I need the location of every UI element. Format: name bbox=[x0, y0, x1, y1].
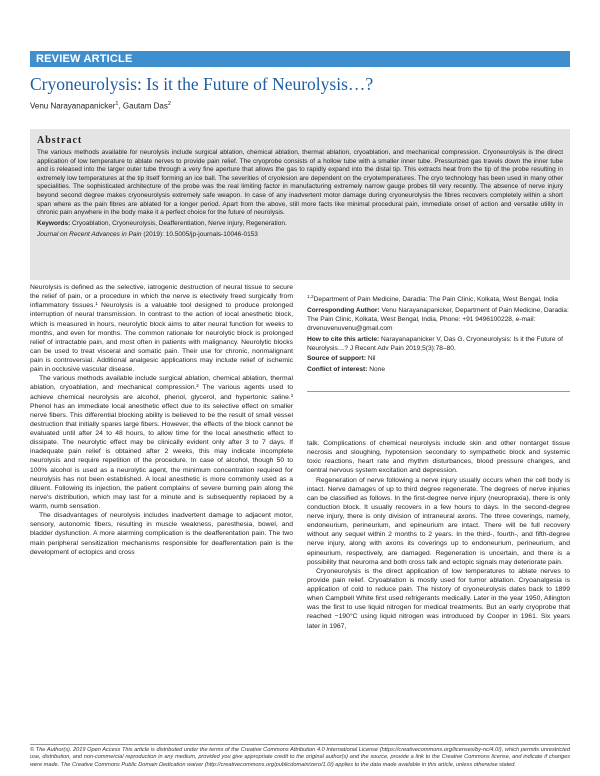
body-paragraph: The various methods available include surgical ablation, chemical ablation, thermal ablation, cryoablation, and mechanical compression.² The various agents used to achieve chemical neurolysis are alcohol, phenol, glycerol, and hypertonic saline.³ Phenol has an immediate local anesthetic effect due to its selective effect on smaller nerve fibers. This differential blocking ability is believed to be the result of small vessel destruction that initially spares large fibers. However, the effects of the block cannot be evaluated until after 24 to 48 hours, to allow time for the local anesthetic effect to dissipate. The neurolytic effect may be clinically evident only after 3 to 7 days. If inadequate pain relief is obtained after 2 weeks, this may indicate incomplete neurolysis and require repetition of the procedure. In case of alcohol, though 50 to 100% alcohol is used as a neurolytic agent, the minimum concentration required for neurolysis has not been established. A local anesthetic is more commonly used as a diluent. Following its injection, the patient complains of severe burning pain along the nerve's distribution, which may last for a minute and is subsequently replaced by a warm, numb sensation. bbox=[30, 375, 293, 510]
abstract-heading: Abstract bbox=[37, 135, 83, 146]
author-separator: , bbox=[118, 101, 123, 111]
abstract-keywords bbox=[37, 220, 563, 229]
corresponding-text: Venu Narayanapanicker, Department of Pain Medicine, Daradia: The Pain Clinic, Kolkata, West Bengal, India, Phone: +91 9496100228, e-mail: drvenuvenuvenu@gmail.com bbox=[307, 306, 569, 332]
citation-doi: (2019): 10.5005/jp-journals-10046-0153 bbox=[143, 231, 258, 239]
citation-journal: Journal on Recent Advances in Pain bbox=[37, 231, 142, 239]
article-type-banner: REVIEW ARTICLE bbox=[30, 51, 570, 67]
affiliation-sup: 1,2 bbox=[307, 295, 314, 300]
body-paragraph: Neurolysis is defined as the selective, iatrogenic destruction of neural tissue to secure the relief of pain, or a procedure in which the nerve is electively freed surgically from inflammatory tissues.¹ Neurolysis is a valuable tool designed to produce prolonged interruption of neural transmission. In contrast to the action of local anesthetic block, which is measured in hours, neurolytic block aims to alter neural function for weeks to months, and even for months. The common rationale for neurolytic block is prolonged relief of intractable pain, and most often in patients with malignancy. Neurolytic blocks can be used to treat visceral and somatic pain. Their use for chronic, nonmalignant pain is controversial. Additional analgesic applications may include relief of ischemic pain in occlusive vascular disease. bbox=[30, 284, 293, 374]
conflict-text: None bbox=[369, 365, 386, 373]
license-footer: © The Author(s). 2019 Open Access This article is distributed under the terms of the Creative Commons Attribution 4.0 International License (https://creativecommons.org/licenses/by-nc/4.0/), which permits unrestricted use, distribution, and non-commercial reproduction in any medium, provided you give appropriate credit to the original author(s) and the source, provide a link to the Creative Commons license, and indicate if changes were made. The Creative Commons Public Domain Dedication waiver (http://creativecommons.org/publicdomain/zero/1.0/) applies to the data made available in this article, unless otherwise stated. bbox=[30, 747, 570, 768]
keywords-list: Cryoablation, Cryoneurolysis, Deafferentiation, Nerve injury, Regeneration. bbox=[72, 219, 287, 227]
body-column-right bbox=[307, 439, 570, 738]
body-paragraph: Regeneration of nerve following a nerve injury usually occurs when the cell body is intact. Nerve damages of up to third degree regenerate. The degrees of nerve injuries can be classified as follows. In the first-degree nerve injury (neuropraxia), there is only conduction block. It usually recovers in a few hours to days. In the second-degree nerve injury, there is only division of intraneural axons. The three coverings, namely, endoneurium, perineurium, and epineurium are intact. There will be full recovery without any sequel within 2 months to 2 years. In the third-, fourth-, and fifth-degree nerve injury, along with axons its coverings up to endoneurium, perineurium, and epineurium, respectively, are damaged. Regeneration is uncertain, and there is a possibility that neuroma and both cross talk and ectopic signals may deteriorate pain. bbox=[307, 476, 570, 566]
body-paragraph: talk. Complications of chemical neurolysis include skin and other nontarget tissue necrosis and sloughing, hypotension secondary to sympathetic block and systemic toxic reactions, heart rate and rhythm disturbances, blood pressure changes, and central nervous system excitation and depression. bbox=[307, 440, 570, 475]
body-column-left bbox=[30, 283, 293, 738]
affiliation-block bbox=[307, 293, 570, 375]
affiliation-divider bbox=[307, 391, 570, 392]
support-text: Nil bbox=[367, 355, 376, 363]
conflict-of-interest bbox=[307, 365, 570, 374]
support-label: Source of support: bbox=[307, 355, 366, 363]
author-name: Gautam Das bbox=[122, 101, 168, 111]
cite-text: Narayanapanicker V, Das G. Cryoneurolysis: Is it the Future of Neurolysis…? J Recent Adv Pain 2019;5(3):78–80. bbox=[307, 335, 563, 352]
abstract-box bbox=[30, 129, 570, 280]
conflict-label: Conflict of interest: bbox=[307, 365, 368, 373]
cite-label: How to cite this article: bbox=[307, 335, 380, 343]
keywords-label: Keywords: bbox=[37, 219, 71, 227]
source-of-support bbox=[307, 354, 570, 363]
author-affiliation-sup: 1 bbox=[115, 101, 119, 107]
abstract-text: The various methods available for neurolysis include surgical ablation, chemical ablation, thermal ablation, cryoablation, and mechanical compression. Cryoneurolysis is the direct application of low temperature to ablate nerves to provide pain relief. The cryoprobe consists of a hollow tube with a smaller inner tube. Pressurized gas travels down the inner tube and is released into the larger outer tube through a very fine aperture that allows the gas to rapidly expand into the distal tip. This extracts heat from the tip of the probe resulting in extremely low temperatures at the tip itself forming an ice ball. The severities of cryolesion are dependent on the cryotemperatures. The cryo technology has been used in many other specialities. The sophisticated architecture of the probe was the real limiting factor in manufacturing extremely narrow gauge probes till very recently. The absence of nerve injury beyond second degree makes cryoneurolysis extremely safe weapon. In case of any inadvertent motor damage during cryoneurolysis the fibres recovers completely within a short span where as the pain fibres are ablated for a longer period. Apart from the above, still more facts like minimal procedural pain, immediate onset of action and versatile utility in chronic pain anywhere in the body make it a perfect choice for the future of neurolysis. bbox=[37, 149, 563, 217]
affiliation-text: Department of Pain Medicine, Daradia: The Pain Clinic, Kolkata, West Bengal, India bbox=[313, 296, 558, 304]
affiliation-line bbox=[307, 293, 570, 304]
body-paragraph: Cryoneurolysis is the direct application of low temperatures to ablate nerves to provide pain relief. Cryoablation is mostly used for tumor ablation. Cryoanalgesia is application of cold to reduce pain. The history of cryoneurolysis dates back to 1899 when Campbell White first used refrigerants medically. Later in the year 1950, Allington was the first to use liquid nitrogen for medical treatments. But an early cryoprobe that reached −190°C using liquid nitrogen was introduced by Cooper in 1961. Six years later in 1967, bbox=[307, 567, 570, 630]
footer-divider bbox=[30, 744, 570, 745]
author-line bbox=[30, 101, 171, 111]
abstract-citation bbox=[37, 231, 563, 240]
body-paragraph: The disadvantages of neurolysis includes inadvertent damage to adjacent motor, sensory, autonomic fibers, resulting in muscle weakness, paresthesia, bowel, and bladder dysfunction. A more alarming complication is the deafferentation pain. The two main peripheral sensitization mechanisms responsible for deafferentation pain is the development of ectopics and cross bbox=[30, 512, 293, 556]
article-title: Cryoneurolysis: Is it the Future of Neurolysis…? bbox=[30, 74, 374, 94]
corresponding-label: Corresponding Author: bbox=[307, 306, 380, 314]
author-name: Venu Narayanapanicker bbox=[30, 101, 116, 111]
author-affiliation-sup: 2 bbox=[167, 101, 171, 107]
corresponding-author bbox=[307, 306, 570, 333]
how-to-cite bbox=[307, 335, 570, 353]
